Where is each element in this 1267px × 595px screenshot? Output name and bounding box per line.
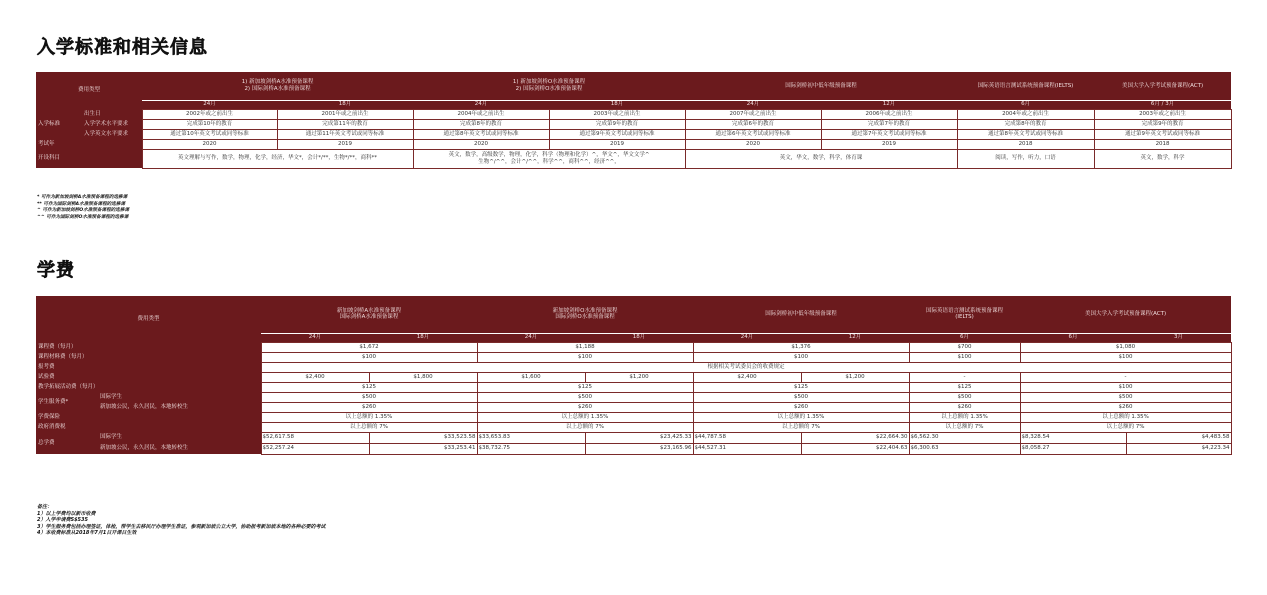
table-cell: $260: [261, 402, 477, 412]
table-cell: 完成第9年的教育: [1094, 119, 1231, 129]
table-cell: $44,527.31: [693, 443, 801, 454]
row-label-course-fee: 课程费（每月）: [36, 342, 261, 352]
table-cell: $33,253.41: [369, 443, 477, 454]
row-label-gst: 政府消费税: [36, 422, 261, 432]
table-cell: 以上总额的 1.35%: [261, 412, 477, 422]
table-cell: $260: [909, 402, 1020, 412]
program-header-o-level: 1) 新加坡剑桥O水准预备课程 2) 国际剑桥O水准预备课程: [413, 72, 685, 100]
program-header-a-level: 1) 新加坡剑桥A水准预备课程 2) 国际剑桥A水准预备课程: [142, 72, 413, 100]
fee-notes: [37, 504, 326, 537]
table-cell: 以上总额的 7%: [477, 422, 693, 432]
row-label-trial-fee: 试验费: [36, 372, 261, 382]
table-cell: $700: [909, 342, 1020, 352]
program-header-o-level: 新加坡剑桥O水准预备课程 国际剑桥O水准预备课程: [477, 296, 693, 333]
table-cell: $100: [693, 352, 909, 362]
table-cell: $500: [261, 392, 477, 402]
table-cell: 通过第8年英文考试或同等标准: [413, 129, 549, 139]
section-title-fees: 学费: [37, 260, 75, 281]
duration-header: 24月: [477, 333, 585, 342]
duration-header: 6月 / 3月: [1094, 100, 1231, 109]
entry-requirements-table: [36, 72, 1232, 169]
duration-header: 12月: [801, 333, 909, 342]
footnote: ^ 可作为新加坡剑桥O水准预备课程的选修课: [37, 208, 130, 213]
table-cell: 通过第10年英文考试或同等标准: [142, 129, 277, 139]
table-cell: $2,400: [261, 372, 369, 382]
table-cell: $4,483.58: [1126, 432, 1231, 443]
table-cell: 2018: [1094, 139, 1231, 149]
row-label-activity-fee: 教学拓展活动费（每月）: [36, 382, 261, 392]
duration-header: 24月: [413, 100, 549, 109]
note-line: 备注：: [37, 504, 53, 510]
row-label-intl-student: 国际学生: [98, 392, 261, 402]
table-cell: 2004年或之前出生: [957, 109, 1094, 119]
table-cell: 以上总额的 7%: [909, 422, 1020, 432]
row-label-material-fee: 课程材料费（每月）: [36, 352, 261, 362]
duration-header: 6月: [1020, 333, 1126, 342]
table-cell: 完成第11年的教育: [277, 119, 413, 129]
table-cell: 完成第6年的教育: [685, 119, 821, 129]
table-cell: 完成第8年的教育: [957, 119, 1094, 129]
table-cell: $1,600: [477, 372, 585, 382]
table-cell: 以上总额的 1.35%: [477, 412, 693, 422]
entry-criteria-label: 入学标准: [36, 109, 82, 139]
row-label-subjects: 开设科目: [36, 149, 142, 168]
footnote: ** 可作为国际剑桥A水准预备课程的选修课: [37, 201, 126, 207]
table-cell: $23,425.33: [585, 432, 693, 443]
table-cell: 完成第10年的教育: [142, 119, 277, 129]
row-label-birth: 出生日: [82, 109, 142, 119]
table-cell: $125: [693, 382, 909, 392]
table-cell: $260: [693, 402, 909, 412]
table-cell: 2019: [277, 139, 413, 149]
table-cell: 2003年或之前出生: [549, 109, 685, 119]
table-cell: 英文，数学，高级数学，物理，化学，科学（物理和化学）^，华文^，华文文学^ 生物^/^^，会计^/^^，科学^^，商科^^，经济^^，: [413, 149, 685, 168]
table-cell: 2018: [957, 139, 1094, 149]
row-label-total: 总学费: [36, 432, 98, 454]
table-cell: 通过第8年英文考试或同等标准: [957, 129, 1094, 139]
table-cell: 根据相关考试委员会的收费规定: [261, 362, 1231, 372]
table-cell: 2007年或之前出生: [685, 109, 821, 119]
table-cell: $125: [261, 382, 477, 392]
table-cell: $1,080: [1020, 342, 1231, 352]
table-cell: $38,732.75: [477, 443, 585, 454]
duration-header: 18月: [369, 333, 477, 342]
table-cell: $2,400: [693, 372, 801, 382]
table-cell: 通过第11年英文考试或同等标准: [277, 129, 413, 139]
duration-header: 6月: [909, 333, 1020, 342]
table-cell: 2020: [142, 139, 277, 149]
table-cell: -: [909, 372, 1020, 382]
table-cell: 以上总额的 1.35%: [909, 412, 1020, 422]
row-label-local-student: 新加坡公民，永久居民，本地转校生: [98, 402, 261, 412]
table-cell: $1,376: [693, 342, 909, 352]
footnote: ^^ 可作为国际剑桥O水准预备课程的选修课: [37, 214, 129, 220]
note-line: 1）以上学费均以新币收费: [37, 510, 96, 517]
table-cell: $33,523.58: [369, 432, 477, 443]
fee-type-header: 费用类型: [36, 72, 142, 109]
table-cell: $500: [909, 392, 1020, 402]
table-cell: 英文，华文，数学，科学，体育课: [685, 149, 957, 168]
row-label-insurance: 学费保险: [36, 412, 261, 422]
table-cell: $500: [693, 392, 909, 402]
table-cell: $1,800: [369, 372, 477, 382]
note-line: 3）学生服务费包括办理签证，体检，帮学生去移民厅办理学生准证，参观新加坡公立大学，协助报考新加坡本地的各种必要的考试: [37, 523, 326, 530]
table-cell: $52,257.24: [261, 443, 369, 454]
table-cell: $100: [477, 352, 693, 362]
duration-header: 12月: [821, 100, 957, 109]
duration-header: 6月: [957, 100, 1094, 109]
table-cell: 以上总额的 1.35%: [693, 412, 909, 422]
program-header-act: 美国大学入学考试预备课程(ACT): [1020, 296, 1231, 333]
table-cell: $1,200: [585, 372, 693, 382]
table-cell: $100: [909, 352, 1020, 362]
table-cell: 英文，数学，科学: [1094, 149, 1231, 168]
program-header-ielts: 国际英语语言测试系统预备课程(IELTS): [957, 72, 1094, 100]
table-cell: 完成第8年的教育: [413, 119, 549, 129]
duration-header: 3月: [1126, 333, 1231, 342]
fee-type-header: 费用类型: [36, 296, 261, 342]
table-cell: 2020: [685, 139, 821, 149]
table-cell: $100: [261, 352, 477, 362]
table-cell: 2003年或之前出生: [1094, 109, 1231, 119]
table-cell: 以上总额的 7%: [1020, 422, 1231, 432]
footnotes: [37, 195, 129, 221]
table-cell: $52,617.58: [261, 432, 369, 443]
program-header-lower-secondary: 国际剑桥初中低年级预备课程: [693, 296, 909, 333]
row-label-academic: 入学学术水平要求: [82, 119, 142, 129]
program-header-act: 美国大学入学考试预备课程(ACT): [1094, 72, 1231, 100]
table-cell: 2019: [821, 139, 957, 149]
table-cell: $260: [1020, 402, 1231, 412]
table-cell: 以上总额的 1.35%: [1020, 412, 1231, 422]
duration-header: 24月: [142, 100, 277, 109]
duration-header: 18月: [585, 333, 693, 342]
table-cell: 2020: [413, 139, 549, 149]
table-cell: 2004年或之前出生: [413, 109, 549, 119]
row-label-exam-fee: 报考费: [36, 362, 261, 372]
table-cell: $6,300.63: [909, 443, 1020, 454]
table-cell: $500: [477, 392, 693, 402]
table-cell: $100: [1020, 352, 1231, 362]
program-header-lower-secondary: 国际剑桥初中低年级预备课程: [685, 72, 957, 100]
table-cell: $125: [477, 382, 693, 392]
table-cell: 2006年或之前出生: [821, 109, 957, 119]
tuition-fees-table: [36, 296, 1232, 455]
table-cell: $260: [477, 402, 693, 412]
table-cell: $22,664.30: [801, 432, 909, 443]
duration-header: 18月: [549, 100, 685, 109]
table-cell: $125: [909, 382, 1020, 392]
table-cell: $22,404.63: [801, 443, 909, 454]
program-header-a-level: 新加坡剑桥A水准预备课程 国际剑桥A水准预备课程: [261, 296, 477, 333]
duration-header: 24月: [693, 333, 801, 342]
row-label-exam-year: 考试年: [36, 139, 142, 149]
table-cell: $23,165.96: [585, 443, 693, 454]
row-label-intl-student: 国际学生: [98, 432, 261, 443]
table-cell: 2001年或之前出生: [277, 109, 413, 119]
table-cell: 完成第7年的教育: [821, 119, 957, 129]
table-cell: 通过第9年英文考试或同等标准: [549, 129, 685, 139]
note-line: 2）入学申请费S$535: [37, 517, 88, 523]
table-cell: $1,188: [477, 342, 693, 352]
table-cell: 通过第6年英文考试或同等标准: [685, 129, 821, 139]
row-label-english: 入学英文水平要求: [82, 129, 142, 139]
table-cell: 阅读，写作，听力，口语: [957, 149, 1094, 168]
table-cell: $8,328.54: [1020, 432, 1126, 443]
table-cell: 通过第9年英文考试或同等标准: [1094, 129, 1231, 139]
table-cell: $1,200: [801, 372, 909, 382]
table-cell: $6,562.30: [909, 432, 1020, 443]
table-cell: 以上总额的 7%: [693, 422, 909, 432]
table-cell: -: [1020, 372, 1231, 382]
row-label-service-fee: 学生服务费*: [36, 392, 98, 412]
table-cell: 2002年或之前出生: [142, 109, 277, 119]
table-cell: 英文理解与写作，数学，物理，化学，经济，华文*，会计*/**，生物*/**，商科**: [142, 149, 413, 168]
table-cell: 完成第9年的教育: [549, 119, 685, 129]
table-cell: 通过第7年英文考试或同等标准: [821, 129, 957, 139]
footnote: * 可作为新加坡剑桥A水准预备课程的选修课: [37, 195, 128, 200]
table-cell: $4,223.34: [1126, 443, 1231, 454]
table-cell: $44,787.58: [693, 432, 801, 443]
table-cell: $33,653.83: [477, 432, 585, 443]
duration-header: 24月: [261, 333, 369, 342]
table-cell: 2019: [549, 139, 685, 149]
table-cell: $1,672: [261, 342, 477, 352]
table-cell: $100: [1020, 382, 1231, 392]
program-header-ielts: 国际英语语言测试系统预备课程 (IELTS): [909, 296, 1020, 333]
duration-header: 18月: [277, 100, 413, 109]
row-label-local-student: 新加坡公民，永久居民，本地转校生: [98, 443, 261, 454]
note-line: 4）本收费标准从2018年7月1日开课日生效: [37, 530, 137, 536]
section-title-entry: 入学标准和相关信息: [37, 37, 208, 58]
duration-header: 24月: [685, 100, 821, 109]
table-cell: 以上总额的 7%: [261, 422, 477, 432]
table-cell: $8,058.27: [1020, 443, 1126, 454]
table-cell: $500: [1020, 392, 1231, 402]
